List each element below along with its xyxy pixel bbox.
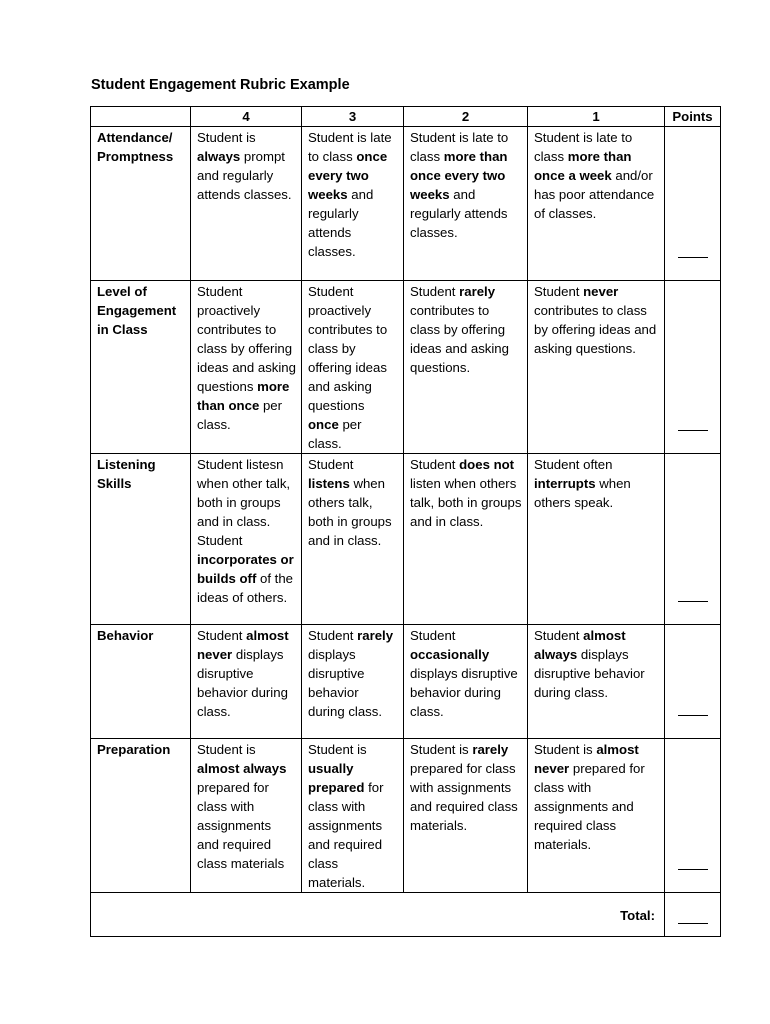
score-3-cell [302,625,404,739]
emphasis-text: rarely [472,742,509,757]
descriptor: Student is always prompt and regularly attends classes. [197,130,292,202]
descriptor: Student is almost never prepared for class with assignments and required class materials. [534,742,645,852]
table-row [91,625,721,739]
score-3-cell [302,127,404,281]
descriptor: Student almost always displays disruptive behavior during class. [534,628,645,700]
emphasis-text: more than once [197,379,290,413]
category-cell: Attendance/ Promptness [91,127,191,281]
emphasis-text: more than once every two weeks [410,149,508,202]
emphasis-text: listens [308,476,350,491]
emphasis-text: once every two weeks [308,149,388,202]
score-4-cell [191,127,302,281]
score-4-cell [191,281,302,454]
category-cell: Level of Engagement in Class [91,281,191,454]
header-score-4: 4 [191,107,302,127]
points-cell[interactable] [665,127,721,281]
total-label-cell [91,893,665,937]
descriptor: Student proactively contributes to class by offering ideas and asking questions more than once per class. [197,284,296,432]
score-1-cell [528,625,665,739]
descriptor: Student proactively contributes to class by offering ideas and asking questions once per class. [308,284,388,451]
descriptor: Student does not listen when others talk, both in groups and in class. [410,457,522,529]
total-points-cell[interactable] [665,893,721,937]
descriptor: Student is usually prepared for class with assignments and required class materials. [308,742,384,890]
descriptor: Student rarely contributes to class by offering ideas and asking questions. [410,284,509,375]
descriptor: Student is late to class more than once every two weeks and regularly attends classes. [410,130,509,240]
score-1-cell [528,454,665,625]
score-1-cell [528,127,665,281]
descriptor: Student is rarely prepared for class with assignments and required class materials. [410,742,518,833]
score-2-cell [404,281,528,454]
emphasis-text: rarely [357,628,394,643]
points-cell[interactable] [665,739,721,893]
descriptor: Student never contributes to class by offering ideas and asking questions. [534,284,657,356]
points-blank[interactable] [678,715,708,716]
header-row [91,107,721,127]
emphasis-text: does not [459,457,515,472]
score-2-cell [404,625,528,739]
score-3-cell [302,739,404,893]
score-3-cell [302,454,404,625]
points-blank[interactable] [678,869,708,870]
header-empty [91,107,191,127]
emphasis-text: never [583,284,619,299]
total-row [91,893,721,937]
descriptor: Student listens when others talk, both in groups and in class. [308,457,392,548]
points-cell[interactable] [665,281,721,454]
category-cell: Listening Skills [91,454,191,625]
score-3-cell [302,281,404,454]
points-cell[interactable] [665,625,721,739]
table-row [91,739,721,893]
rubric-table [90,106,721,937]
header-points: Points [665,107,721,127]
table-row [91,454,721,625]
page-title: Student Engagement Rubric Example [91,77,350,93]
total-label: Total: [620,908,655,923]
table-row [91,281,721,454]
emphasis-text: incorporates or builds off [197,552,294,586]
emphasis-text: once [308,417,339,432]
table-row [91,127,721,281]
score-4-cell [191,625,302,739]
emphasis-text: almost always [534,628,626,662]
total-blank[interactable] [678,923,708,924]
emphasis-text: almost always [197,761,287,776]
score-2-cell [404,454,528,625]
descriptor: Student is almost always prepared for class with assignments and required class materials [197,742,287,871]
points-blank[interactable] [678,430,708,431]
points-cell[interactable] [665,454,721,625]
emphasis-text: rarely [459,284,496,299]
emphasis-text: more than once a week [534,149,632,183]
category-cell: Behavior [91,625,191,739]
header-score-1: 1 [528,107,665,127]
score-1-cell [528,739,665,893]
score-2-cell [404,739,528,893]
score-1-cell [528,281,665,454]
points-blank[interactable] [678,601,708,602]
emphasis-text: almost never [197,628,289,662]
score-4-cell [191,739,302,893]
emphasis-text: occasionally [410,647,490,662]
score-4-cell [191,454,302,625]
emphasis-text: almost never [534,742,639,776]
descriptor: Student almost never displays disruptive behavior during class. [197,628,289,719]
category-cell: Preparation [91,739,191,893]
score-2-cell [404,127,528,281]
descriptor: Student rarely displays disruptive behavior during class. [308,628,394,719]
emphasis-text: always [197,149,241,164]
emphasis-text: usually prepared [308,761,365,795]
header-score-2: 2 [404,107,528,127]
header-score-3: 3 [302,107,404,127]
descriptor: Student often interrupts when others speak. [534,457,631,510]
descriptor: Student listesn when other talk, both in groups and in class. Student incorporates or builds off of the ideas of others. [197,457,294,605]
descriptor: Student is late to class more than once a week and/or has poor attendance of classes. [534,130,655,221]
descriptor: Student occasionally displays disruptive behavior during class. [410,628,518,719]
descriptor: Student is late to class once every two weeks and regularly attends classes. [308,130,392,259]
points-blank[interactable] [678,257,708,258]
emphasis-text: interrupts [534,476,596,491]
